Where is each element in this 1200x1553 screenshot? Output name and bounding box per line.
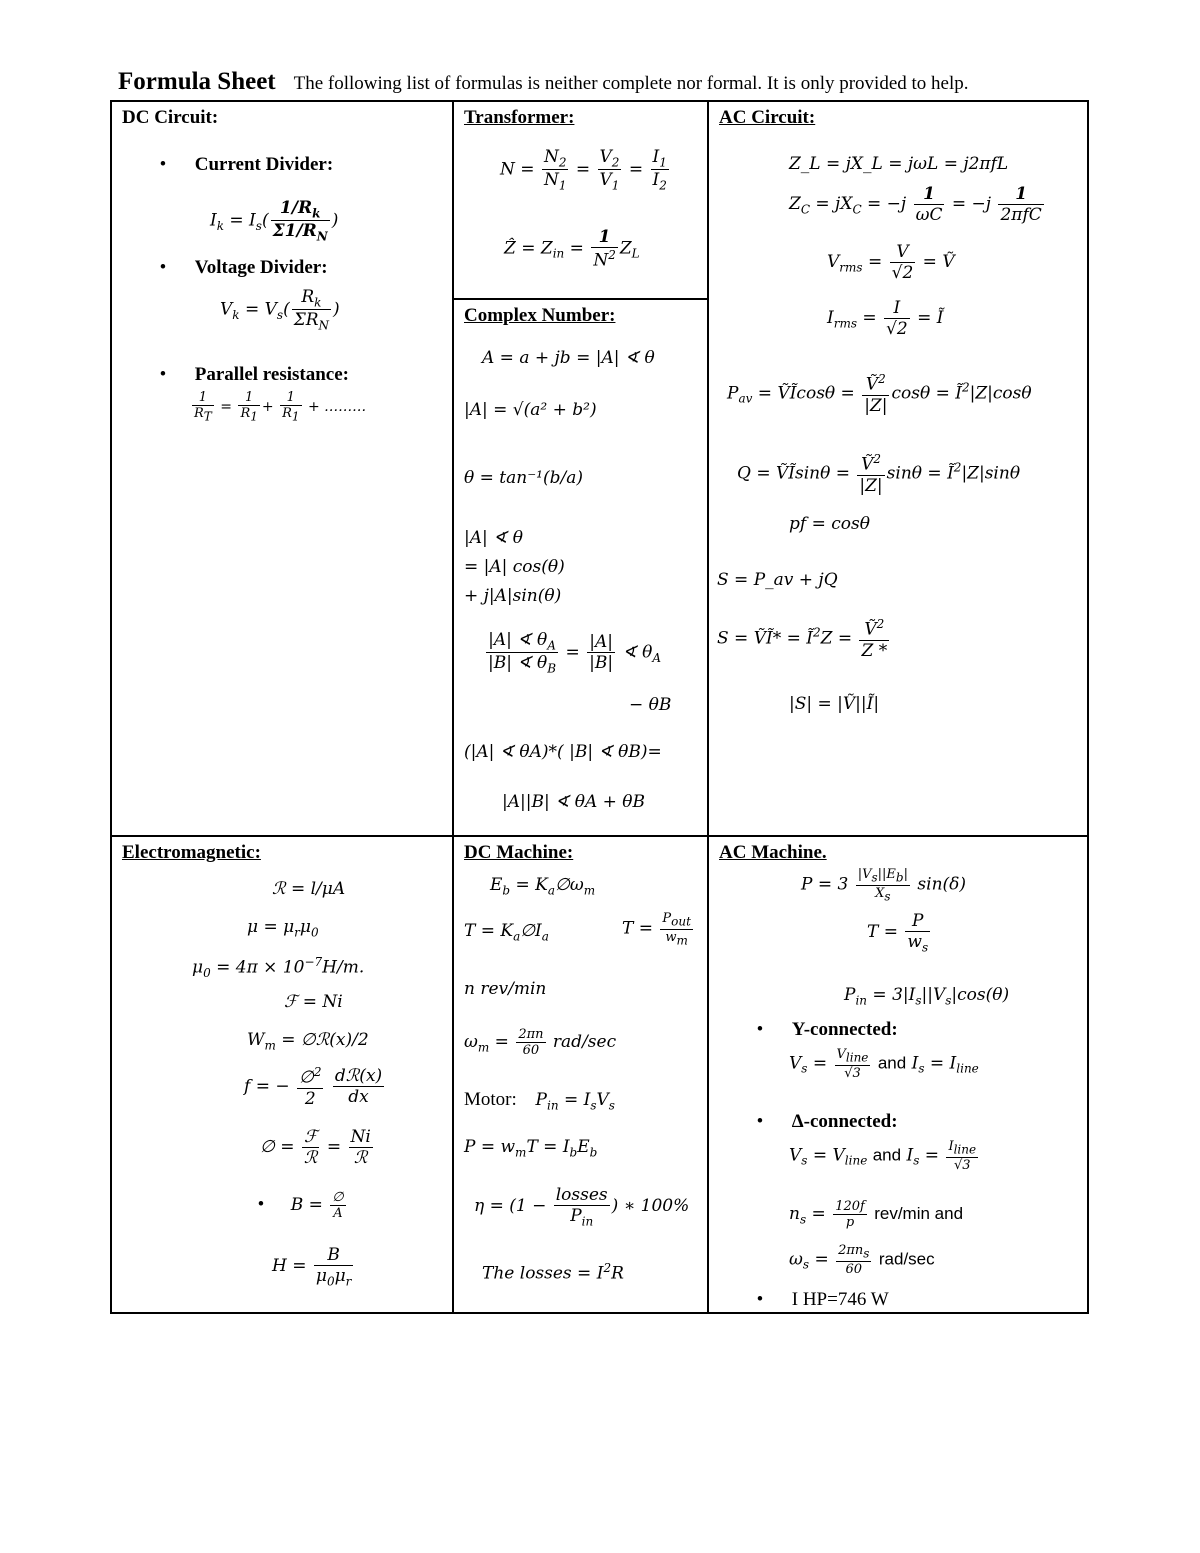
- dcm-formula-1: $E_b$ = $K_a\emptyset\omega_m$: [490, 875, 596, 898]
- complex-number-section: [454, 300, 707, 835]
- complex-number-title: Complex Number:: [464, 305, 616, 326]
- complex-formula-4c: + j|A|sin(θ): [464, 586, 562, 606]
- current-divider-label: Current Divider:: [194, 154, 334, 175]
- transformer-ratio-formula: N = $\frac{N_2}{N_1}$ = $\frac{V_2}{V_1}$ = $\frac{I_1}{I_2}$: [500, 147, 667, 193]
- em-formula-1: ℛ = l/μA: [272, 879, 346, 899]
- acm-y-formula: $V_s$ = $\frac{V_{line}}{√3}$ and $I_s = I_{line}$: [789, 1047, 979, 1081]
- bullet-icon: •: [756, 1019, 764, 1040]
- ac-machine-section: [709, 837, 1087, 1312]
- dcm-motor-label: Motor:: [464, 1089, 517, 1110]
- ac-formula-4: $I_{rms}$ = $\frac{I}{√2}$ = Ĩ: [827, 298, 944, 339]
- acm-hp-text: I HP=746 W: [791, 1289, 889, 1310]
- ac-machine-title: AC Machine.: [719, 842, 827, 863]
- acm-delta-formula: $V_s = V_{line}$ and $I_s$ = $\frac{I_{line}}{√3}$: [789, 1139, 977, 1173]
- parallel-resistance-formula: $\frac{1}{R_T}$ = $\frac{1}{R_1}$ + $\frac{1}{R_1}$ + ………: [194, 390, 367, 424]
- ac-formula-5: $P_{av}$ = ṼĨcosθ = $\frac{Ṽ^2}{|Z|}$ $\cos\theta = Ĩ^2|Z|\cos\theta$: [727, 372, 1032, 416]
- complex-division-formula: $\frac{|A| ∢ \theta_A}{|B| ∢ \theta_B}$ = $\frac{|A|}{|B|}$ ∢ $\theta_A$: [488, 630, 662, 676]
- voltage-divider-label: Voltage Divider:: [194, 257, 328, 278]
- complex-formula-4a: |A| ∢ θ: [464, 528, 524, 548]
- page-header: [118, 68, 969, 96]
- ac-circuit-title: AC Circuit:: [719, 107, 816, 128]
- current-divider-item: [152, 154, 333, 176]
- ac-formula-7: pf = cosθ: [789, 514, 870, 534]
- transformer-impedance-formula: Ẑ = $Z_{in}$ = $\frac{1}{N^2}$ $Z_L$: [504, 227, 640, 271]
- page-subtitle: The following list of formulas is neither complete nor formal. It is only provided to help.: [293, 73, 969, 94]
- em-formula-2: $\mu = \mu_r\mu_0$: [247, 917, 319, 940]
- complex-formula-6a: (|A| ∢ θA)*( |B| ∢ θB)=: [464, 742, 662, 762]
- dc-circuit-title: DC Circuit:: [122, 107, 219, 128]
- dcm-formula-2b: T = $\frac{P_{out}}{w_m}$: [622, 911, 691, 948]
- em-formula-8-item: • B = $\frac{\emptyset}{A}$: [250, 1190, 348, 1221]
- ac-formula-6: Q = ṼĨsinθ = $\frac{Ṽ^2}{|Z|}$ $\sin\theta = Ĩ^2|Z|\sin\theta$: [737, 452, 1021, 496]
- bullet-icon: •: [159, 154, 167, 175]
- em-formula-9: H = $\frac{B}{\mu_0\mu_r}$: [272, 1245, 352, 1289]
- em-formula-5: $W_m$ = ∅ℛ(x)/2: [247, 1030, 369, 1053]
- acm-hp-item: [749, 1289, 889, 1311]
- ac-formula-8: S = P_av + jQ: [717, 570, 838, 590]
- bullet-icon: •: [756, 1111, 764, 1132]
- ac-formula-3: $V_{rms}$ = $\frac{V}{√2}$ = Ṽ: [827, 242, 955, 283]
- acm-y-label: Y-connected:: [791, 1019, 898, 1040]
- parallel-resistance-item: [152, 364, 349, 386]
- dcm-formula-2a: $T = K_a\emptyset I_a$: [464, 921, 549, 944]
- dcm-formula-7: η = (1 − $\frac{\text{losses}}{P_{in}}$ ) ∗ 100%: [474, 1185, 690, 1229]
- dc-machine-section: [454, 837, 707, 1312]
- dcm-motor-line: Motor: $P_{in} = I_sV_s$: [464, 1089, 615, 1113]
- complex-formula-2: |A| = √(a² + b²): [464, 400, 597, 420]
- ac-formula-9: S = ṼĨ* = $Ĩ^2Z$ = $\frac{Ṽ^2}{Z *}$: [717, 617, 888, 661]
- acm-delta-connected-item: [749, 1111, 898, 1133]
- electromagnetic-title: Electromagnetic:: [122, 842, 261, 863]
- dc-circuit-section: [112, 102, 452, 835]
- acm-formula-2: T = $\frac{P}{w_s}$: [867, 911, 929, 955]
- voltage-divider-formula: $V_k = V_s$( $\frac{R_k}{\Sigma R_N}$ ): [220, 287, 340, 333]
- bullet-icon: •: [159, 257, 167, 278]
- em-formula-6: f = − $\frac{\emptyset^2}{2}$ $\frac{\text{dℛ(x)}}{dx}$: [244, 1065, 383, 1109]
- acm-ws-formula: $\omega_s$ = $\frac{2\pi n_s}{60}$ rad/sec: [789, 1243, 935, 1277]
- dc-machine-title: DC Machine:: [464, 842, 574, 863]
- page-title: Formula Sheet: [118, 68, 276, 95]
- dcm-formula-4: $\omega_m$ = $\frac{2\pi n}{60}$ rad/sec: [464, 1027, 617, 1058]
- transformer-section: [454, 102, 707, 298]
- complex-formula-4b: = |A| cos(θ): [464, 557, 565, 577]
- complex-formula-3: θ = tan⁻¹(b/a): [464, 468, 583, 488]
- em-formula-7: ∅ = $\frac{\text{ℱ}}{\text{ℛ}}$ = $\frac{Ni}{\text{ℛ}}$: [260, 1127, 371, 1168]
- dcm-formula-8: The losses = $I^2R$: [482, 1261, 624, 1284]
- transformer-title: Transformer:: [464, 107, 575, 128]
- acm-ns-formula: $n_s$ = $\frac{120f}{p}$ rev/min and: [789, 1199, 964, 1230]
- complex-formula-6b: |A||B| ∢ θA + θB: [502, 792, 646, 812]
- dcm-formula-6: $P = w_mT = I_bE_b$: [464, 1137, 598, 1160]
- bullet-icon: •: [257, 1194, 265, 1215]
- dcm-formula-3: n rev/min: [464, 979, 547, 999]
- parallel-resistance-label: Parallel resistance:: [194, 364, 349, 385]
- current-divider-formula: $I_k = I_s$( $\frac{1/R_k}{\Sigma 1/R_N}$ ): [210, 198, 339, 244]
- acm-formula-3: $P_{in} = 3|I_s||V_s|\cos(\theta)$: [844, 985, 1010, 1008]
- bullet-icon: •: [159, 364, 167, 385]
- ac-formula-2: $Z_C = jX_C = -j$ $\frac{1}{\omega C}$ = −j $\frac{1}{\text{2πfC}}$: [789, 184, 1042, 225]
- acm-y-connected-item: [749, 1019, 898, 1041]
- ac-formula-1: Z_L = jX_L = jωL = j2πfL: [789, 154, 1009, 174]
- ac-formula-10: |S| = |Ṽ||Ĩ|: [789, 694, 880, 714]
- em-formula-3: $\mu_0 = 4\pi \times 10^{-7}H/m$.: [192, 955, 365, 981]
- complex-formula-5b: − θB: [629, 695, 672, 715]
- formula-grid: [110, 100, 1089, 1314]
- acm-delta-label: Δ-connected:: [791, 1111, 898, 1132]
- ac-circuit-section: [709, 102, 1087, 835]
- acm-formula-1: P = 3 $\frac{|V_s||E_b|}{X_s}$ sin(δ): [801, 867, 967, 904]
- complex-formula-1: A = a + jb = |A| ∢ θ: [482, 348, 655, 368]
- voltage-divider-item: [152, 257, 328, 279]
- bullet-icon: •: [756, 1289, 764, 1310]
- electromagnetic-section: [112, 837, 452, 1312]
- em-formula-4: ℱ = Ni: [284, 992, 343, 1012]
